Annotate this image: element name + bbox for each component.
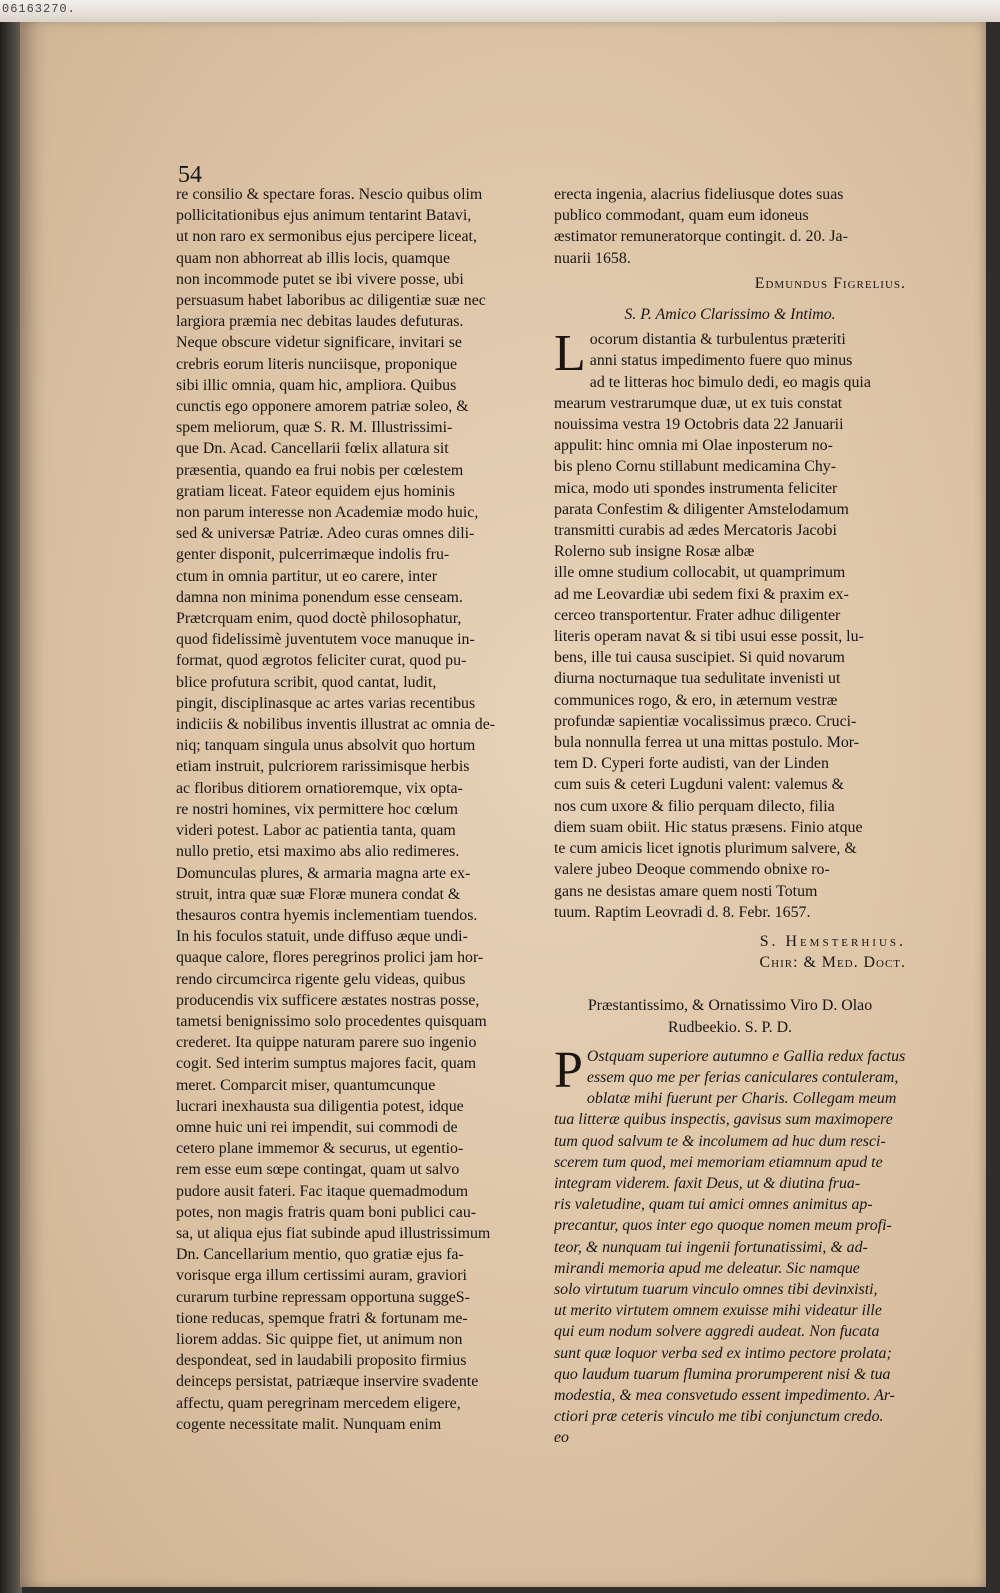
text-line: indiciis & nobilibus inventis illustrat ac omnia de- bbox=[176, 716, 496, 734]
text-line: largiora præmia nec debitas laudes defuturas. bbox=[176, 313, 464, 331]
text-line: spem meliorum, quæ S. R. M. Illustrissimi- bbox=[176, 419, 453, 437]
text-line: te cum amicis licet ignotis plurimum salvere, & bbox=[554, 840, 857, 858]
signature-title: Chir: & Med. Doct. bbox=[759, 954, 906, 972]
text-line: modestia, & mea consvetudo essent impedimento. Ar- bbox=[554, 1386, 895, 1404]
text-line: vorisque erga illum certissimi auram, graviori bbox=[176, 1267, 467, 1285]
text-line: cunctis ego opponere amorem patriæ soleo, & bbox=[176, 398, 469, 416]
text-line: liorem addas. Sic quippe fiet, ut animum non bbox=[176, 1330, 463, 1348]
text-line: ocorum distantia & turbulentus præteriti bbox=[589, 331, 846, 349]
text-line: Ostquam superiore autumno e Gallia redux factus bbox=[586, 1047, 906, 1065]
text-line: sibi illic omnia, quam hic, ampliora. Quibus bbox=[176, 376, 457, 394]
letter-3-heading-line-2: Rudbeekio. S. P. D. bbox=[667, 1018, 793, 1036]
text-line: rendo circumcirca rigente gelu videas, quibus bbox=[176, 970, 466, 988]
letter-3-heading-line-1: Præstantissimo, & Ornatissimo Viro D. Olao bbox=[587, 997, 873, 1015]
text-line: quod fidelissimè juventutem voce manuque in- bbox=[176, 631, 475, 649]
text-line: Prætcrquam enim, quod doctè philosophatur, bbox=[176, 610, 462, 628]
text-line: tuum. Raptim Leovradi d. 8. Febr. 1657. bbox=[554, 903, 811, 921]
text-line: affectu, quam peregrinam mercedem eligere, bbox=[176, 1394, 461, 1412]
text-line: lucrari inexhausta sua diligentia potest, idque bbox=[176, 1097, 464, 1115]
text-line: cum suis & ceteri Lugduni valent: valemus & bbox=[554, 776, 844, 794]
text-line: quam non abhorreat ab illis locis, quamque bbox=[176, 249, 451, 267]
text-line: æstimator remuneratorque contingit. d. 20. Ja- bbox=[554, 228, 848, 246]
text-line: ut non raro ex sermonibus ejus percipere liceat, bbox=[176, 228, 477, 246]
text-line: genter disponit, pulcerrimæque indolis fru- bbox=[176, 546, 450, 564]
text-line: omne huic uni rei impendit, sui commodi de bbox=[176, 1118, 458, 1136]
text-line: despondeat, sed in laudabili proposito firmius bbox=[176, 1352, 467, 1370]
text-line: diem suam obiit. Hic status præsens. Finio atque bbox=[554, 818, 863, 836]
signature-hemsterhius: S. Hemsterhius. bbox=[759, 932, 906, 950]
text-line: In his foculos statuit, unde diffuso æque undi- bbox=[176, 928, 468, 946]
text-line: tem D. Cyperi forte audisti, van der Linden bbox=[554, 755, 829, 773]
text-line: Neque obscure videtur significare, invitari se bbox=[176, 334, 462, 352]
text-line: crederet. Ita quippe naturam parere suo ingenio bbox=[176, 1034, 477, 1052]
letter-2-dropcap: L bbox=[554, 325, 586, 383]
text-line: quaque calore, flores peregrinos prolici jam hor- bbox=[176, 949, 484, 967]
text-line: niq; tanquam singula unus absolvit quo hortum bbox=[176, 737, 476, 755]
letter-2-body bbox=[554, 325, 906, 923]
text-line: solo virtutum tuarum vinculo omnes tibi devinxisti, bbox=[554, 1280, 878, 1298]
text-line: que Dn. Acad. Cancellarii fœlix allatura sit bbox=[176, 440, 449, 458]
text-line: mirandi memoria apud me deleatur. Sic namque bbox=[554, 1259, 860, 1277]
text-line: format, quod ægrotos feliciter curat, quod pu- bbox=[176, 652, 467, 670]
scan-stamp: 06163270. bbox=[2, 2, 76, 16]
text-line: bula nonnulla ferrea ut una mittas postulo. Mor- bbox=[554, 734, 860, 752]
text-line: pollicitationibus ejus animum tentarint Batavi, bbox=[176, 207, 472, 225]
left-column bbox=[176, 184, 540, 1435]
text-line: qui eum nodum solvere aggredi audeat. Non fucata bbox=[554, 1323, 880, 1341]
text-line: integram viderem. faxit Deus, ut & diutina frua- bbox=[554, 1174, 861, 1192]
text-line: Dn. Cancellarium mentio, quo gratiæ ejus fa- bbox=[176, 1246, 464, 1264]
text-line: cetero plane immemor & securus, ut egentio- bbox=[176, 1140, 464, 1158]
text-line: Domunculas plures, & armaria magna arte ex- bbox=[176, 864, 471, 882]
text-line: sed & universæ Patriæ. Adeo curas omnes dili- bbox=[176, 525, 475, 543]
text-line: sa, ut aliqua ejus fiat subinde apud illustrissimum bbox=[176, 1224, 491, 1242]
text-line: struit, intra quæ suæ Floræ munera condat & bbox=[176, 885, 461, 903]
text-line: eo bbox=[554, 1429, 569, 1447]
text-line: deinceps persistat, patriæque inservire svadente bbox=[176, 1373, 479, 1391]
page-number: 54 bbox=[178, 162, 202, 188]
text-line: appulit: hinc omnia mi Olae inposterum no- bbox=[554, 437, 833, 455]
text-line: blice profutura scribit, quod cantat, ludit, bbox=[176, 673, 437, 691]
text-line: communices rogo, & ero, in æternum vestræ bbox=[554, 691, 838, 709]
text-line: oblatæ mihi fuerunt per Charis. Collegam meum bbox=[586, 1090, 897, 1108]
text-line: gratiam liceat. Fateor equidem ejus hominis bbox=[176, 482, 455, 500]
text-line: tum quod salvum te & incolumem ad huc dum resci- bbox=[554, 1132, 886, 1150]
scan-top-strip bbox=[0, 0, 1000, 22]
text-line: anni status impedimento fuere quo minus bbox=[589, 352, 853, 370]
text-line: ille omne studium collocabit, ut quamprimum bbox=[554, 564, 846, 582]
text-line: nullo pretio, etsi maximo abs alio redimeres. bbox=[176, 843, 460, 861]
text-line: etiam instruit, pulcriorem rarissimisque herbis bbox=[176, 758, 470, 776]
text-line: scerem tum quod, mei memoriam etiamnum apud te bbox=[554, 1153, 883, 1171]
text-line: profundæ sapientiæ vocalissimus præco. Cruci- bbox=[554, 712, 857, 730]
text-line: ad te litteras hoc bimulo dedi, eo magis quia bbox=[589, 373, 871, 391]
text-line: re nostri homines, vix permittere hoc cœlum bbox=[176, 800, 458, 818]
text-line: ctum in omnia partitur, ut eo carere, inter bbox=[176, 567, 438, 585]
text-line: cogente necessitate malit. Nunquam enim bbox=[176, 1415, 442, 1433]
text-line: publico commodant, quam eum idoneus bbox=[554, 207, 809, 225]
text-line: ac floribus ditiorem ornatioremque, vix opta- bbox=[176, 779, 463, 797]
text-line: gans ne desistas amare quem nosti Totum bbox=[554, 882, 818, 900]
text-line: bens, ille tui causa suscipiet. Si quid novarum bbox=[554, 649, 845, 667]
text-line: curarum turbine repressam opportuna suggeS- bbox=[176, 1288, 470, 1306]
text-line: nuarii 1658. bbox=[554, 249, 631, 267]
text-line: pudore ausit fateri. Fac itaque quemadmodum bbox=[176, 1182, 469, 1200]
text-line: valere jubeo Deoque commendo obnixe ro- bbox=[554, 861, 830, 879]
text-line: transmitti curabis ad ædes Mercatoris Jacobi bbox=[554, 522, 837, 540]
letter-1-ending bbox=[554, 184, 906, 269]
text-line: meret. Comparcit miser, quantumcunque bbox=[176, 1076, 436, 1094]
text-line: videri potest. Labor ac patientia tanta, quam bbox=[176, 822, 456, 840]
text-line: mica, modo uti spondes instrumenta feliciter bbox=[554, 479, 838, 497]
text-line: literis operam navat & si tibi usui esse possit, lu- bbox=[554, 628, 864, 646]
letter-3-body bbox=[554, 1041, 906, 1449]
text-line: cogit. Sed interim sumptus majores facit, quam bbox=[176, 1055, 477, 1073]
text-line: diurna nocturnaque tua sedulitate invenisti ut bbox=[554, 670, 841, 688]
text-line: persuasum habet laboribus ac diligentiæ suæ nec bbox=[176, 292, 486, 310]
text-line: sunt quæ loquor verba sed ex intimo pectore prolata; bbox=[554, 1344, 892, 1362]
signature-figrelius: Edmundus Figrelius. bbox=[754, 274, 906, 292]
text-line: re consilio & spectare foras. Nescio quibus olim bbox=[176, 186, 483, 203]
text-line: præsentia, quando ea frui nobis per cœlestem bbox=[176, 461, 464, 479]
text-line: quo laudum tuarum flumina prorumperent nisi & tua bbox=[554, 1365, 891, 1383]
text-line: Rolerno sub insigne Rosæ albæ bbox=[554, 543, 755, 561]
text-line: erecta ingenia, alacrius fideliusque dotes suas bbox=[554, 186, 844, 203]
text-line: nouissima vestra 19 Octobris data 22 Januarii bbox=[554, 416, 844, 434]
text-line: cerceo transportentur. Frater adhuc diligenter bbox=[554, 606, 841, 624]
text-line: bis pleno Cornu stillabunt medicamina Chy- bbox=[554, 458, 837, 476]
text-line: ris valetudine, quam tui amici omnes animitus ap- bbox=[554, 1196, 873, 1214]
text-line: non incommode putet se ibi vivere posse, ubi bbox=[176, 270, 464, 288]
book-gutter bbox=[0, 22, 22, 1593]
text-line: parata Confestim & diligenter Amstelodamum bbox=[554, 500, 849, 518]
text-line: thesauros contra hyemis inclementiam tuendos. bbox=[176, 906, 478, 924]
text-line: producendis vix sufficere æstates nostras posse, bbox=[176, 991, 480, 1009]
text-line: ctiori præ ceteris vinculo me tibi conjunctum credo. bbox=[554, 1408, 884, 1426]
text-line: damna non minima ponendum esse censeam. bbox=[176, 588, 463, 606]
letter-2-heading: S. P. Amico Clarissimo & Intimo. bbox=[624, 306, 836, 324]
text-line: non parum interesse non Academiæ modo huic, bbox=[176, 504, 479, 522]
letter-3-text bbox=[554, 1041, 906, 1449]
text-line: tione reducas, spemque fratri & fortunam me- bbox=[176, 1309, 468, 1327]
text-line: tua litteræ quibus inspectis, gavisus sum maximopere bbox=[554, 1111, 893, 1129]
text-line: ut merito virtutem omnem exuisse mihi videatur ille bbox=[554, 1302, 882, 1320]
letter-2-text bbox=[554, 325, 906, 923]
text-line: rem esse eum sœpe contingat, quam ut salvo bbox=[176, 1161, 460, 1179]
text-line: crebris eorum literis nunciisque, proponique bbox=[176, 355, 458, 373]
text-line: essem quo me per ferias caniculares contuleram, bbox=[586, 1068, 899, 1086]
text-line: precantur, quos inter ego quoque nomen meum profi- bbox=[554, 1217, 892, 1235]
text-line: potes, non magis fratris quam boni publici cau- bbox=[176, 1203, 477, 1221]
text-line: nos cum uxore & filio perquam dilecto, filia bbox=[554, 797, 835, 815]
text-line: ad me Leovardiæ ubi sedem fixi & praxim ex- bbox=[554, 585, 849, 603]
letter-3-dropcap: P bbox=[554, 1041, 583, 1099]
text-line: mearum vestrarumque duæ, ut ex tuis constat bbox=[554, 394, 843, 412]
right-column bbox=[554, 184, 906, 1449]
text-line: teor, & nunquam tui ingenii fortunatissimi, & ad- bbox=[554, 1238, 868, 1256]
text-line: pingit, disciplinasque ac artes varias recentibus bbox=[176, 694, 476, 712]
text-line: tametsi benignissimo solo procedentes quisquam bbox=[176, 1012, 487, 1030]
